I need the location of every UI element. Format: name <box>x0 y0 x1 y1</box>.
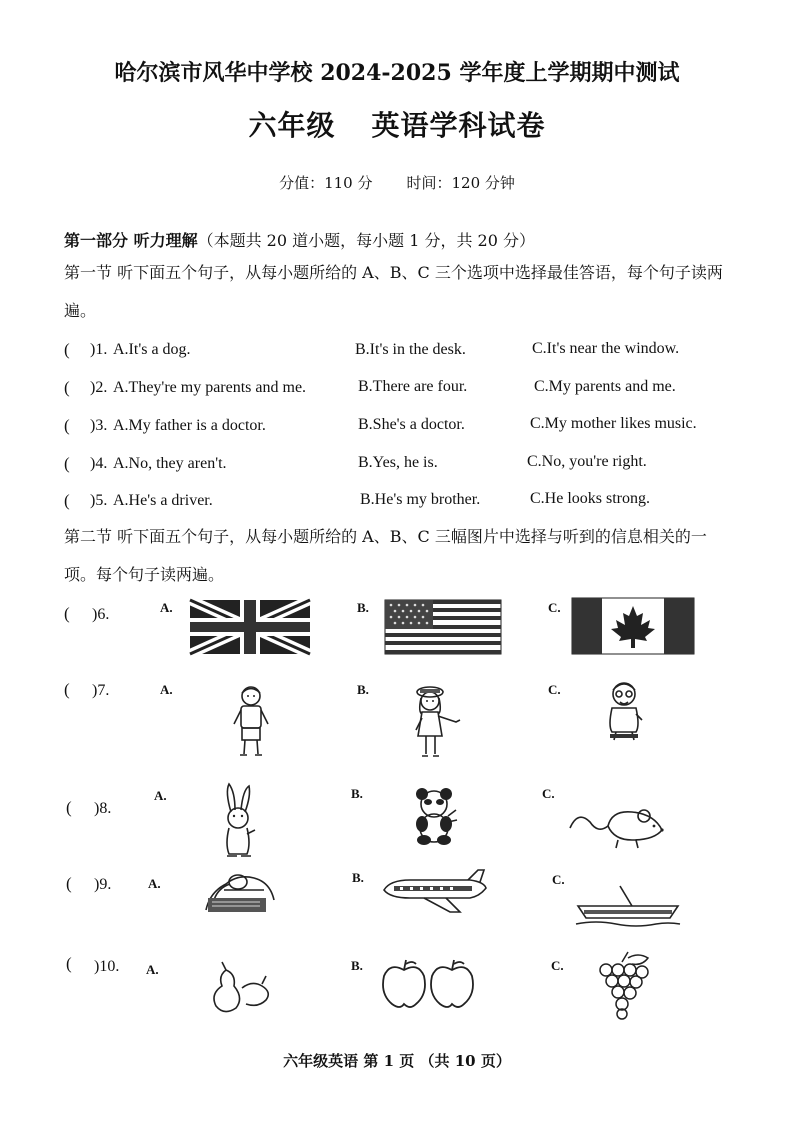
page-footer: 六年级英语 第 1 页 （共 10 页） <box>283 1052 511 1070</box>
usa-flag-icon <box>385 600 501 654</box>
question-number: )7. <box>92 682 110 699</box>
option-c: C.He looks strong. <box>530 490 650 507</box>
question-number: )2. <box>90 379 108 396</box>
option-b-label: B. <box>357 682 369 697</box>
option-c-label: C. <box>548 682 561 697</box>
score-label: 分值：110 分 <box>279 174 373 192</box>
canada-flag-icon <box>572 598 694 654</box>
girl-icon <box>408 684 464 764</box>
subject-label: 英语学科试卷 <box>371 109 546 142</box>
option-c: C.No, you're right. <box>527 453 647 470</box>
question-row: ( <box>64 378 70 397</box>
rabbit-icon <box>215 782 259 862</box>
exam-title: 哈尔滨市风华中学校 2024-2025 学年度上学期期中测试 <box>114 60 680 86</box>
option-a: A.They're my parents and me. <box>113 379 307 396</box>
option-b-label: B. <box>352 870 364 885</box>
grapes-icon <box>592 950 656 1020</box>
question-row: ( <box>66 954 72 973</box>
question-row: ( <box>64 491 70 510</box>
question-row: ( <box>64 604 70 623</box>
option-c: C.My mother likes music. <box>530 415 697 432</box>
question-row: ( <box>64 680 70 699</box>
option-a-label: A. <box>160 682 173 697</box>
exam-meta <box>0 172 794 193</box>
option-b: B.Yes, he is. <box>358 454 438 471</box>
option-c: C.It's near the window. <box>532 340 680 357</box>
time-label: 时间：120 分钟 <box>406 174 515 192</box>
question-row: ( <box>66 874 72 893</box>
question-row: ( <box>64 454 70 473</box>
section2-instruction: 第二节 听下面五个句子，从每小题所给的 A、B、C 三幅图片中选择与听到的信息相关的一项。每个句子读两遍。 <box>64 527 707 584</box>
question-number: )6. <box>92 606 110 623</box>
option-a-label: A. <box>154 788 167 803</box>
question-number: )1. <box>90 341 108 358</box>
option-b: B.There are four. <box>358 378 468 395</box>
option-b: B.It's in the desk. <box>355 341 466 358</box>
option-a: A.My father is a doctor. <box>113 417 266 434</box>
question-number: )10. <box>94 958 120 975</box>
boy-icon <box>228 684 274 760</box>
part1-title: 第一部分 听力理解 <box>64 231 198 250</box>
option-a: A.It's a dog. <box>113 341 191 358</box>
boat-icon <box>576 884 680 928</box>
exam-subtitle <box>0 104 794 144</box>
grade-label: 六年级 <box>248 109 336 142</box>
option-b: B.She's a doctor. <box>358 416 465 433</box>
option-a-label: A. <box>148 876 161 891</box>
option-a: A.He's a driver. <box>113 492 213 509</box>
option-b-label: B. <box>357 600 369 615</box>
car-icon <box>204 870 276 916</box>
pear-icon <box>208 958 274 1018</box>
option-c-label: C. <box>542 786 555 801</box>
part1-heading <box>64 228 535 251</box>
question-row: ( <box>66 798 72 817</box>
option-c-label: C. <box>551 958 564 973</box>
option-c-label: C. <box>548 600 561 615</box>
option-c: C.My parents and me. <box>534 378 676 395</box>
grandpa-icon <box>600 680 648 742</box>
section1-instruction: 第一节 听下面五个句子，从每小题所给的 A、B、C 三个选项中选择最佳答语，每个句子读两遍。 <box>64 263 723 320</box>
apples-icon <box>380 958 476 1010</box>
question-row: ( <box>64 340 70 359</box>
question-number: )4. <box>90 455 108 472</box>
panda-icon <box>410 786 460 846</box>
plane-icon <box>380 868 488 914</box>
mouse-icon <box>568 806 666 852</box>
question-number: )3. <box>90 417 108 434</box>
question-row: ( <box>64 416 70 435</box>
question-number: )5. <box>90 492 108 509</box>
question-number: )9. <box>94 876 112 893</box>
uk-flag-icon <box>190 600 310 654</box>
option-a-label: A. <box>146 962 159 977</box>
option-c-label: C. <box>552 872 565 887</box>
option-b-label: B. <box>351 786 363 801</box>
part1-note: （本题共 20 道小题，每小题 1 分，共 20 分） <box>197 231 535 250</box>
option-b: B.He's my brother. <box>360 491 481 508</box>
option-a: A.No, they aren't. <box>113 455 227 472</box>
option-a-label: A. <box>160 600 173 615</box>
question-number: )8. <box>94 800 112 817</box>
option-b-label: B. <box>351 958 363 973</box>
